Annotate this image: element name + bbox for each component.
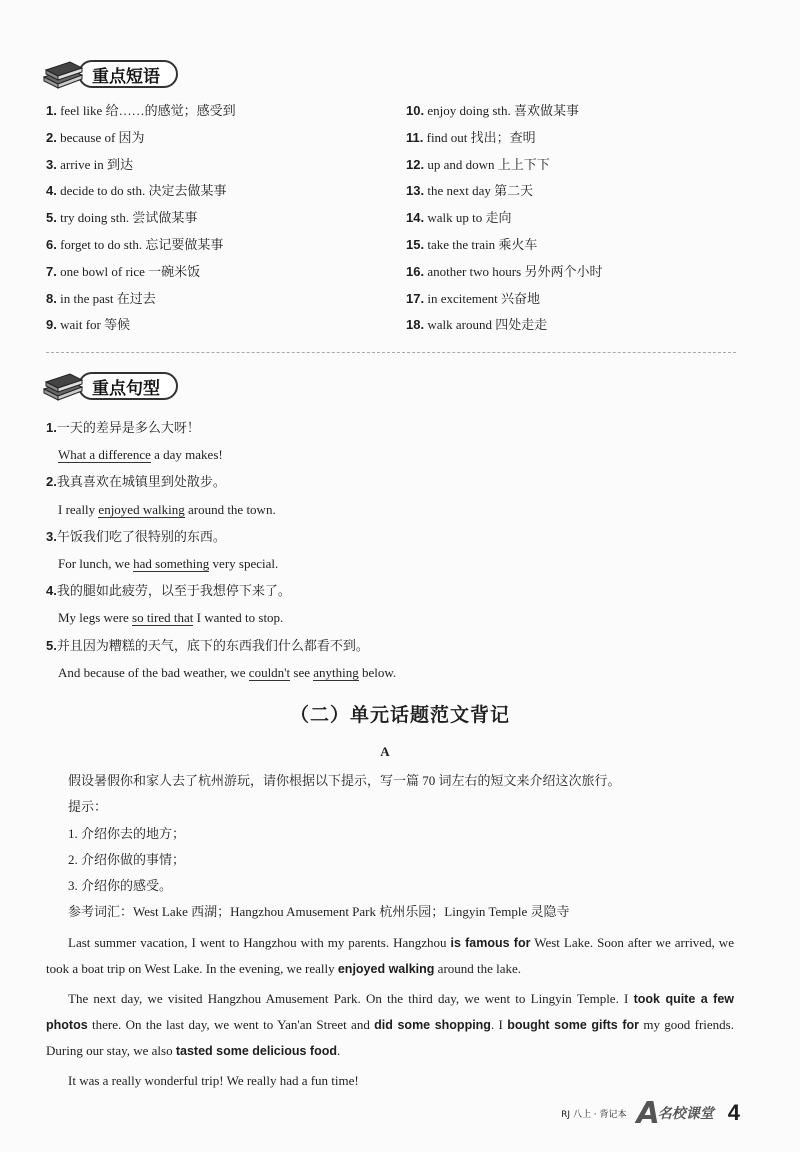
prompt-vocab: 参考词汇：West Lake 西湖；Hangzhou Amusement Park 杭州乐园；Lingyin Temple 灵隐寺 xyxy=(68,904,570,920)
phrase-number: 3. xyxy=(46,156,57,172)
essay-text: my good friends. During our stay, we also xyxy=(46,1017,734,1058)
phrase-text: decide to do sth. 决定去做某事 xyxy=(60,183,227,199)
bold-key-phrase: took quite a few photos xyxy=(46,992,734,1032)
writing-prompt xyxy=(68,768,748,926)
sentence-text: And because of the bad weather, we xyxy=(58,664,249,680)
phrase-number: 18. xyxy=(406,317,425,333)
sentence-text: a day makes! xyxy=(150,447,223,463)
sentence-english xyxy=(46,550,746,577)
phrase-item xyxy=(46,152,236,179)
essay-label-a: A xyxy=(380,744,390,759)
underlined-key-phrase: couldn't xyxy=(248,664,291,680)
phrase-text: walk up to 走向 xyxy=(427,210,512,226)
page-number: 4 xyxy=(727,1100,740,1125)
essay-text: . xyxy=(337,1043,341,1058)
sentence-text: see xyxy=(290,664,314,680)
underlined-key-phrase: had something xyxy=(133,555,210,571)
sentence-number: 3. xyxy=(46,528,57,544)
phrase-text: up and down 上上下下 xyxy=(427,156,550,172)
phrase-item xyxy=(406,152,602,179)
underlined-key-phrase: enjoyed walking xyxy=(98,501,185,517)
phrase-text: find out 找出；查明 xyxy=(426,129,536,145)
phrase-number: 12. xyxy=(406,156,425,172)
bold-key-phrase: did some shopping xyxy=(374,1018,491,1032)
sentence-english xyxy=(46,496,746,523)
sentence-text: My legs were xyxy=(58,610,133,626)
phrase-number: 6. xyxy=(46,236,57,252)
phrase-text: in the past 在过去 xyxy=(60,290,156,306)
phrase-text: wait for 等候 xyxy=(60,317,131,333)
sentence-text: below. xyxy=(358,664,397,680)
key-phrases-heading xyxy=(40,56,178,92)
sentence-chinese-text: 我真喜欢在城镇里到处散步。 xyxy=(56,474,226,490)
prompt-item: 1. 介绍你去的地方； xyxy=(68,825,186,841)
phrase-item xyxy=(46,312,236,339)
sentence-number: 5. xyxy=(46,637,57,653)
prompt-item: 3. 介绍你的感受。 xyxy=(68,878,173,894)
underlined-key-phrase: anything xyxy=(313,664,359,680)
bold-key-phrase: bought some gifts for xyxy=(507,1018,639,1032)
phrase-text: the next day 第二天 xyxy=(427,183,534,199)
phrase-text: feel like 给……的感觉；感受到 xyxy=(60,103,236,118)
phrase-number: 17. xyxy=(406,290,425,306)
phrase-number: 15. xyxy=(406,236,425,252)
phrase-number: 5. xyxy=(46,210,57,226)
phrase-item xyxy=(406,259,602,286)
phrase-item xyxy=(46,178,236,205)
phrase-item xyxy=(46,286,236,313)
phrase-number: 4. xyxy=(46,183,57,199)
essay-text: West Lake. Soon after we arrived, we took a boat trip on West Lake. In the evening, we really xyxy=(46,935,734,976)
brand-logo xyxy=(637,1096,714,1131)
prompt-item: 2. 介绍你做的事情； xyxy=(68,851,186,867)
sentence-english xyxy=(46,441,746,468)
phrase-item xyxy=(406,98,602,125)
books-icon xyxy=(40,57,86,91)
bold-key-phrase: tasted some delicious food xyxy=(175,1044,337,1058)
sentence-chinese-text: 我的腿如此疲劳，以至于我想停下来了。 xyxy=(56,583,291,599)
phrase-item xyxy=(406,286,602,313)
prompt-hint-label: 提示： xyxy=(68,799,108,815)
logo-text: 名校课堂 xyxy=(657,1106,714,1122)
sentence-text: around the town. xyxy=(184,501,276,517)
sentence-chinese-text: 午饭我们吃了很特别的东西。 xyxy=(56,528,226,544)
book-label: RJ 八上 · 背记本 xyxy=(561,1109,627,1120)
phrase-text: take the train 乘火车 xyxy=(427,236,538,252)
essay-text: The next day, we visited Hangzhou Amusement Park. On the third day, we went to Lingyin Temple. I xyxy=(68,991,634,1006)
sentence-number: 4. xyxy=(46,583,57,599)
phrase-text: enjoy doing sth. 喜欢做某事 xyxy=(427,103,579,118)
essay-text: there. On the last day, we went to Yan'an Street and xyxy=(87,1017,375,1032)
essay-text: around the lake. xyxy=(434,961,522,976)
phrase-text: because of 因为 xyxy=(60,129,145,145)
sentence-text: For lunch, we xyxy=(58,555,134,571)
phrase-number: 2. xyxy=(46,129,57,145)
phrase-item xyxy=(46,125,236,152)
unit-essay-title: （二）单元话题范文背记 xyxy=(289,704,510,726)
essay-text: It was a really wonderful trip! We really had a fun time! xyxy=(68,1073,359,1088)
logo-letter: A xyxy=(636,1095,660,1131)
sentence-chinese xyxy=(46,523,746,550)
section-title-sentences: 重点句型 xyxy=(78,372,178,400)
bold-key-phrase: is famous for xyxy=(450,936,531,950)
sentence-text: I wanted to stop. xyxy=(193,610,284,626)
phrase-item xyxy=(406,178,602,205)
phrase-text: arrive in 到达 xyxy=(60,156,134,172)
phrase-column-right xyxy=(406,98,602,339)
phrase-number: 14. xyxy=(406,210,425,226)
phrase-item xyxy=(46,259,236,286)
model-essay xyxy=(46,930,734,1098)
phrase-item xyxy=(406,125,602,152)
phrase-item xyxy=(46,232,236,259)
sentence-text: I really xyxy=(58,501,99,517)
sentence-chinese-text: 一天的差异是多么大呀！ xyxy=(56,420,200,435)
sentence-chinese xyxy=(46,577,746,604)
page-footer xyxy=(561,1095,740,1131)
sentence-number: 1. xyxy=(46,420,57,435)
phrase-number: 1. xyxy=(46,103,57,118)
sentence-list xyxy=(46,414,746,686)
phrase-number: 7. xyxy=(46,263,57,279)
essay-paragraph xyxy=(46,1068,734,1094)
essay-paragraph xyxy=(46,986,734,1064)
sentence-chinese xyxy=(46,414,746,441)
section-divider xyxy=(46,352,736,353)
phrase-number: 13. xyxy=(406,183,425,199)
sentence-chinese xyxy=(46,468,746,495)
sentence-chinese xyxy=(46,632,746,659)
phrase-number: 9. xyxy=(46,317,57,333)
phrase-item xyxy=(406,205,602,232)
bold-key-phrase: enjoyed walking xyxy=(337,962,435,976)
sentence-english xyxy=(46,659,746,686)
key-sentences-heading xyxy=(40,368,178,404)
phrase-item xyxy=(46,98,236,125)
prompt-task: 假设暑假你和家人去了杭州游玩，请你根据以下提示，写一篇 70 词左右的短文来介绍这次旅行。 xyxy=(68,773,621,788)
essay-text: . I xyxy=(490,1017,508,1032)
phrase-item xyxy=(406,312,602,339)
books-icon xyxy=(40,369,86,403)
essay-paragraph xyxy=(46,930,734,982)
phrase-text: one bowl of rice 一碗米饭 xyxy=(60,263,201,279)
phrase-column-left xyxy=(46,98,236,339)
phrase-number: 10. xyxy=(406,103,425,118)
underlined-key-phrase: so tired that xyxy=(132,610,194,626)
underlined-key-phrase: What a difference xyxy=(58,447,151,463)
sentence-english xyxy=(46,604,746,631)
phrase-text: forget to do sth. 忘记要做某事 xyxy=(60,236,224,252)
phrase-text: walk around 四处走走 xyxy=(427,317,548,333)
phrase-item xyxy=(46,205,236,232)
phrase-number: 16. xyxy=(406,263,425,279)
phrase-number: 11. xyxy=(406,129,424,145)
essay-text: Last summer vacation, I went to Hangzhou with my parents. Hangzhou xyxy=(68,935,451,950)
phrase-number: 8. xyxy=(46,290,57,306)
phrase-item xyxy=(406,232,602,259)
section-title-phrases: 重点短语 xyxy=(78,60,178,88)
sentence-number: 2. xyxy=(46,474,57,490)
phrase-text: try doing sth. 尝试做某事 xyxy=(60,210,198,226)
sentence-chinese-text: 并且因为糟糕的天气，底下的东西我们什么都看不到。 xyxy=(56,637,369,653)
phrase-text: another two hours 另外两个小时 xyxy=(427,263,603,279)
phrase-text: in excitement 兴奋地 xyxy=(427,290,540,306)
sentence-text: very special. xyxy=(209,555,279,571)
